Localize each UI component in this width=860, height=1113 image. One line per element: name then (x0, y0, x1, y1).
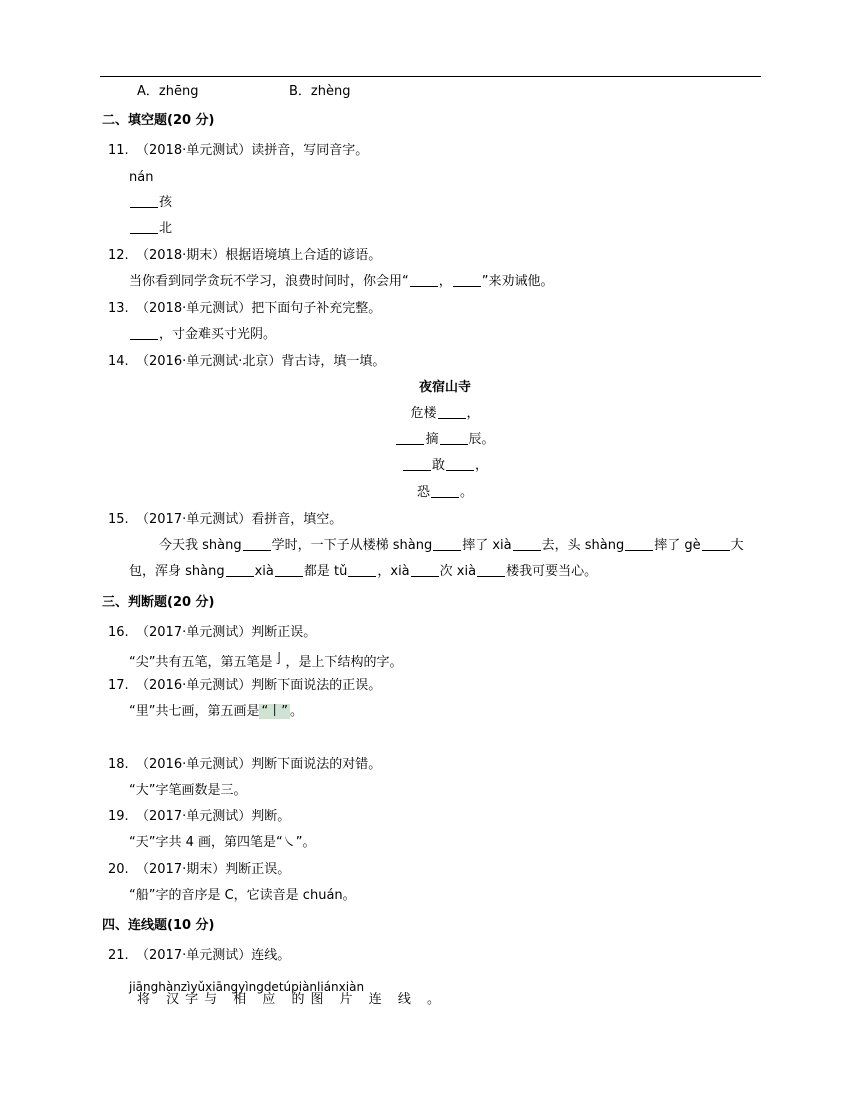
q21-pinyin-line: jiānghànzìyǔxiāngyìngdetúpiànliánxiàn (129, 980, 365, 994)
poem-text: 。 (460, 485, 474, 500)
question-16 (108, 624, 316, 642)
body-text: 楼我可要当心。 (506, 564, 598, 579)
answer-blank[interactable] (411, 564, 439, 577)
body-text: 都是 tǔ (303, 564, 348, 579)
q12-body (129, 273, 554, 291)
question-number: 21. (108, 948, 129, 963)
body-text: “里”共七画，第五画是 (129, 704, 260, 719)
q15-body-line-2 (129, 563, 597, 581)
question-number: 15. (108, 512, 129, 527)
option-b: B．zhèng (289, 84, 351, 99)
answer-blank[interactable] (446, 458, 474, 471)
poem-line-2 (320, 431, 570, 449)
body-text: ”来劝诫他。 (481, 274, 554, 289)
header-divider (100, 76, 761, 77)
body-text: 包，浑身 shàng (129, 564, 225, 579)
stroke-glyph: 亅 (272, 652, 286, 667)
question-text: （2017·单元测试）看拼音，填空。 (136, 512, 343, 527)
question-number: 11. (108, 143, 129, 158)
poem-text: 敢 (431, 458, 445, 473)
poem-text: 恐 (416, 485, 430, 500)
answer-blank[interactable] (130, 327, 158, 340)
body-text: ，是上下结构的字。 (285, 655, 403, 670)
body-text: ， (438, 274, 452, 289)
answer-blank[interactable] (440, 432, 468, 445)
question-number: 13. (108, 301, 129, 316)
answer-blank[interactable] (243, 538, 271, 551)
char-label: 北 (159, 221, 173, 236)
question-text: （2017·期末）判断正误。 (136, 862, 291, 877)
question-15 (108, 511, 342, 529)
body-text: 学时，一下子从楼梯 shàng (271, 538, 433, 553)
question-18 (108, 756, 381, 774)
question-text: （2016·单元测试·北京）背古诗，填一填。 (136, 354, 386, 369)
poem-line-3 (320, 457, 570, 475)
answer-blank[interactable] (348, 564, 376, 577)
poem-text: 危楼 (410, 406, 437, 421)
question-14 (108, 353, 385, 371)
question-text: （2018·单元测试）把下面句子补充完整。 (136, 301, 382, 316)
body-text: 今天我 shàng (159, 538, 242, 553)
answer-blank[interactable] (431, 485, 459, 498)
question-13 (108, 300, 381, 318)
poem-line-1 (320, 405, 570, 423)
poem-text: 辰。 (468, 432, 495, 447)
q18-body: “大”字笔画数是三。 (129, 783, 247, 798)
poem-text: ， (475, 458, 489, 473)
q11-line-1 (129, 194, 172, 212)
poem-text: ， (466, 406, 480, 421)
poem-line-4 (320, 484, 570, 502)
q11-pinyin: nán (129, 170, 154, 185)
answer-blank[interactable] (625, 538, 653, 551)
section-judge-title: 三、判断题(20 分) (102, 595, 215, 610)
body-text: 去，头 shàng (541, 538, 625, 553)
body-text: xià (254, 564, 274, 579)
body-text: 摔了 xià (462, 538, 512, 553)
question-number: 20. (108, 862, 129, 877)
q11-line-2 (129, 220, 172, 238)
question-text: （2017·单元测试）连线。 (136, 948, 291, 963)
question-17 (108, 677, 381, 695)
question-text: （2016·单元测试）判断下面说法的正误。 (136, 678, 382, 693)
question-number: 18. (108, 757, 129, 772)
poem-text: 摘 (425, 432, 439, 447)
question-text: （2017·单元测试）判断。 (136, 809, 291, 824)
char-label: 孩 (159, 195, 173, 210)
question-number: 16. (108, 625, 129, 640)
q21-hanzi-line: 将 汉字与 相 应 的图 片 连 线 。 (137, 992, 447, 1007)
question-text: （2017·单元测试）判断正误。 (136, 625, 317, 640)
question-20 (108, 861, 290, 879)
answer-blank[interactable] (453, 274, 481, 287)
option-a: A．zhēng (137, 84, 199, 99)
poem-title: 夜宿山寺 (418, 380, 471, 395)
body-text: 大 (730, 538, 744, 553)
answer-blank[interactable] (226, 564, 254, 577)
answer-blank[interactable] (396, 432, 424, 445)
answer-blank[interactable] (275, 564, 303, 577)
q17-body (129, 703, 303, 721)
body-text: ，xià (377, 564, 410, 579)
body-text: 。 (289, 704, 303, 719)
question-21 (108, 947, 290, 965)
q16-body (129, 651, 403, 672)
body-text: ，寸金难买寸光阴。 (159, 327, 277, 342)
answer-blank[interactable] (477, 564, 505, 577)
section-connect-title: 四、连线题(10 分) (102, 918, 215, 933)
answer-blank[interactable] (130, 195, 158, 208)
question-number: 12. (108, 248, 129, 263)
body-text: 摔了 gè (654, 538, 701, 553)
q13-body (129, 326, 276, 344)
highlighted-stroke: “丨” (261, 704, 288, 719)
question-19 (108, 808, 290, 826)
question-text: （2018·期末）根据语境填上合适的谚语。 (136, 248, 382, 263)
answer-blank[interactable] (130, 221, 158, 234)
question-11 (108, 142, 368, 160)
question-number: 17. (108, 678, 129, 693)
answer-blank[interactable] (438, 406, 466, 419)
q15-body-line-1 (159, 537, 744, 555)
answer-blank[interactable] (513, 538, 541, 551)
question-text: （2016·单元测试）判断下面说法的对错。 (136, 757, 382, 772)
answer-blank[interactable] (410, 274, 438, 287)
body-text: “尖”共有五笔，第五笔是 (129, 655, 273, 670)
question-number: 19. (108, 809, 129, 824)
body-text: 次 xià (439, 564, 477, 579)
question-text: （2018·单元测试）读拼音，写同音字。 (136, 143, 369, 158)
body-text: 当你看到同学贪玩不学习，浪费时间时，你会用“ (129, 274, 409, 289)
q20-body: “船”字的音序是 C，它读音是 chuán。 (129, 888, 356, 903)
answer-blank[interactable] (403, 458, 431, 471)
answer-blank[interactable] (433, 538, 461, 551)
question-12 (108, 247, 381, 265)
question-number: 14. (108, 354, 129, 369)
q19-body: “天”字共 4 画，第四笔是“㇏”。 (129, 835, 316, 850)
answer-blank[interactable] (702, 538, 730, 551)
section-fill-title: 二、填空题(20 分) (102, 113, 215, 128)
